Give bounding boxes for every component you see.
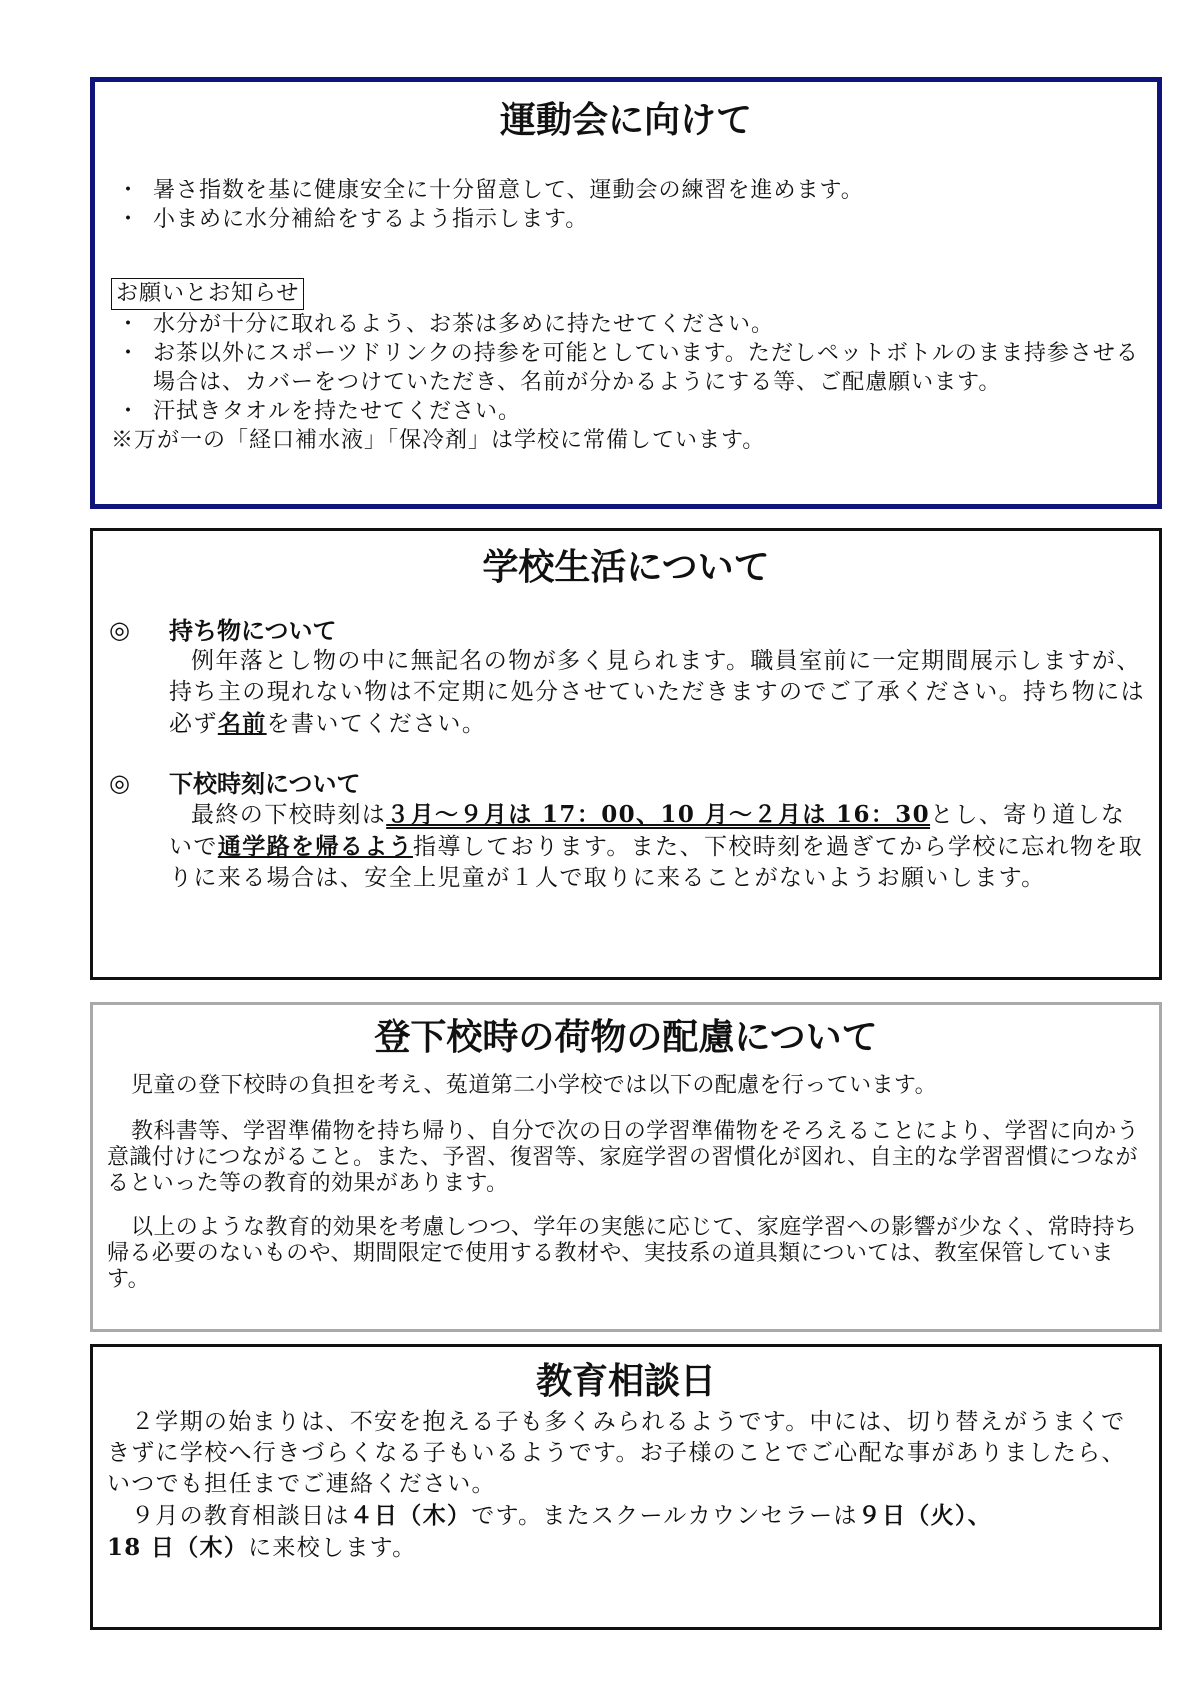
consultation-title: 教育相談日 (535, 1360, 716, 1402)
section-body: 例年落とし物の中に無記名の物が多く見られます。職員室前に一定期間展示しますが、持ち主の現れない物は不定期に処分させていただきますのでご了承ください。持ち物には必ず名前を書いてください。 (169, 648, 1145, 737)
paragraph: 教科書等、学習準備物を持ち帰り、自分で次の日の学習準備物をそろえることにより、学習に向かう意識付けにつながること。また、予習、復習等、家庭学習の習慣化が図れ、自主的な学習習慣につながるといった等の教育的効果があります。 (107, 1119, 1140, 1196)
notice-label: お願いとお知らせ (111, 278, 304, 310)
list-item: ・ 汗拭きタオルを持たせてください。 (117, 399, 522, 424)
consultation-box (90, 1344, 1162, 1630)
paragraph: 以上のような教育的効果を考慮しつつ、学年の実態に応じて、家庭学習への影響が少なく、常時持ち帰る必要のないものや、期間限定で使用する教材や、実技系の道具類については、教室保管しています。 (107, 1215, 1138, 1292)
section-body: 最終の下校時刻は３月～９月は 17：00、10 月～２月は 16：30とし、寄り道しないで通学路を帰るよう指導しております。また、下校時刻を過ぎてから学校に忘れ物を取りに来る場合は、安全上児童が１人で取りに来ることがないようお願いします。 (169, 801, 1144, 891)
section-heading: 持ち物について (169, 616, 337, 645)
school-life-box (90, 528, 1162, 980)
section-heading: 下校時刻について (169, 769, 361, 798)
list-item: ・ 小まめに水分補給をするよう指示します。 (117, 207, 589, 232)
double-circle-icon: ◎ (109, 616, 130, 644)
list-item: ・ お茶以外にスポーツドリンクの持参を可能としています。ただしペットボトルのまま持参させる場合は、カバーをつけていただき、名前が分かるようにする等、ご配慮願います。 (117, 341, 1139, 395)
school-life-title: 学校生活について (482, 546, 770, 588)
double-circle-icon: ◎ (109, 769, 130, 797)
belongings-title: 登下校時の荷物の配慮について (374, 1016, 878, 1058)
list-item: ・ 水分が十分に取れるよう、お茶は多めに持たせてください。 (117, 312, 775, 337)
sports-day-box (90, 77, 1162, 509)
stock-note: ※万が一の「経口補水液」「保冷剤」は学校に常備しています。 (111, 428, 766, 453)
list-item: ・ 暑さ指数を基に健康安全に十分留意して、運動会の練習を進めます。 (117, 178, 864, 203)
belongings-box (90, 1002, 1162, 1332)
belongings-section (109, 615, 1159, 740)
paragraph: ９月の教育相談日は４日（木）です。またスクールカウンセラーは９日（火）、 18 日（木）に来校します。 (107, 1502, 993, 1561)
paragraph: 児童の登下校時の負担を考え、菟道第二小学校では以下の配慮を行っています。 (131, 1073, 937, 1098)
dismissal-section (109, 768, 1159, 894)
sports-day-title: 運動会に向けて (499, 99, 752, 141)
paragraph: ２学期の始まりは、不安を抱える子も多くみられるようです。中には、切り替えがうまくできずに学校へ行きづらくなる子もいるようです。お子様のことでご心配な事がありましたら、いつでも担任までご連絡ください。 (107, 1409, 1126, 1497)
